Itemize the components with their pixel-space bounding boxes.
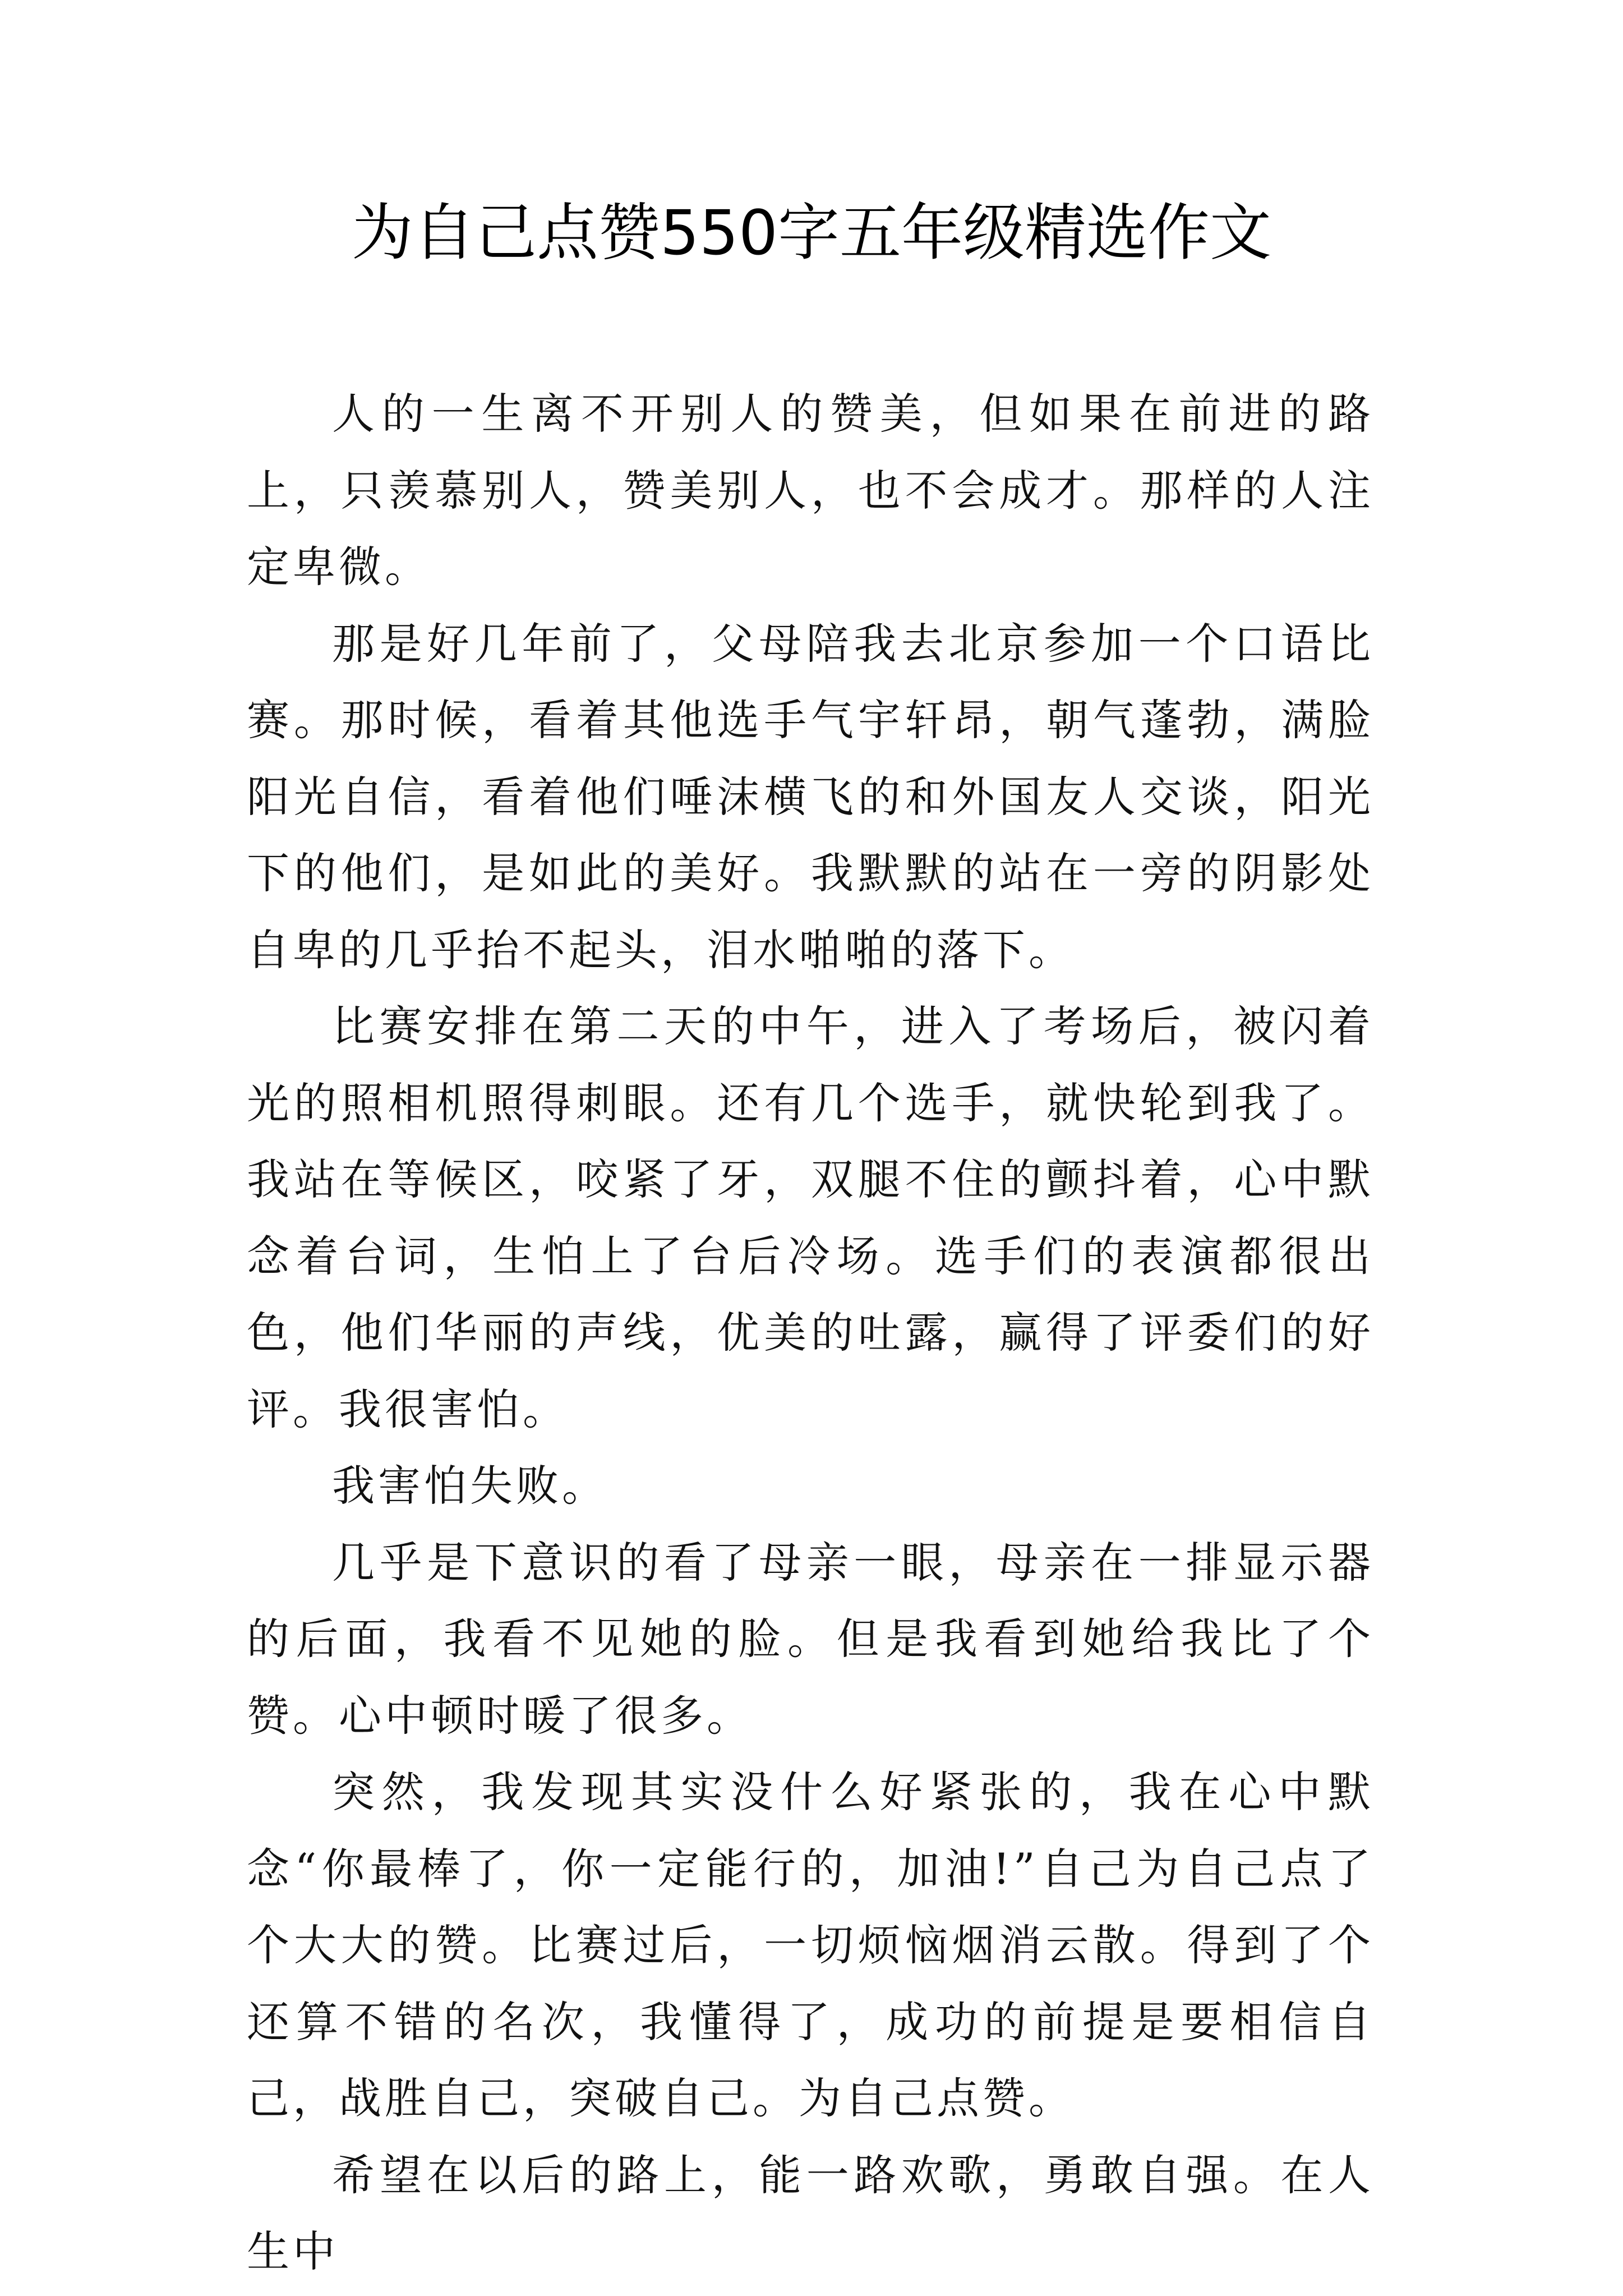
paragraph: 希望在以后的路上，能一路欢歌，勇敢自强。在人生中 — [247, 2150, 1374, 2276]
paragraph: 我害怕失败。 — [332, 1461, 608, 1511]
paragraph: 人的一生离不开别人的赞美，但如果在前进的路上，只羡慕别人，赞美别人，也不会成才。那样的人注定卑微。 — [247, 389, 1374, 592]
paragraph: 几乎是下意识的看了母亲一眼，母亲在一排显示器的后面，我看不见她的脸。但是我看到她给我比了个赞。心中顿时暖了很多。 — [247, 1537, 1374, 1741]
paragraph: 那是好几年前了，父母陪我去北京参加一个口语比赛。那时候，看着其他选手气宇轩昂，朝气蓬勃，满脸阳光自信，看着他们唾沫横飞的和外国友人交谈，阳光下的他们，是如此的美好。我默默的站在一旁的阴影处自卑的几乎抬不起头，泪水啪啪的落下。 — [247, 618, 1374, 975]
paragraph: 突然，我发现其实没什么好紧张的，我在心中默念“你最棒了，你一定能行的，加油!”自己为自己点了个大大的赞。比赛过后，一切烦恼烟消云散。得到了个还算不错的名次，我懂得了，成功的前提是要相信自己，战胜自己，突破自己。为自己点赞。 — [247, 1767, 1374, 2123]
document-title: 为自己点赞550字五年级精选作文 — [352, 197, 1271, 269]
paragraph: 比赛安排在第二天的中午，进入了考场后，被闪着光的照相机照得刺眼。还有几个选手，就快轮到我了。我站在等候区，咬紧了牙，双腿不住的颤抖着，心中默念着台词，生怕上了台后冷场。选手们的表演都很出色，他们华丽的声线，优美的吐露，赢得了评委们的好评。我很害怕。 — [247, 1001, 1374, 1434]
document-body — [247, 376, 1374, 2290]
